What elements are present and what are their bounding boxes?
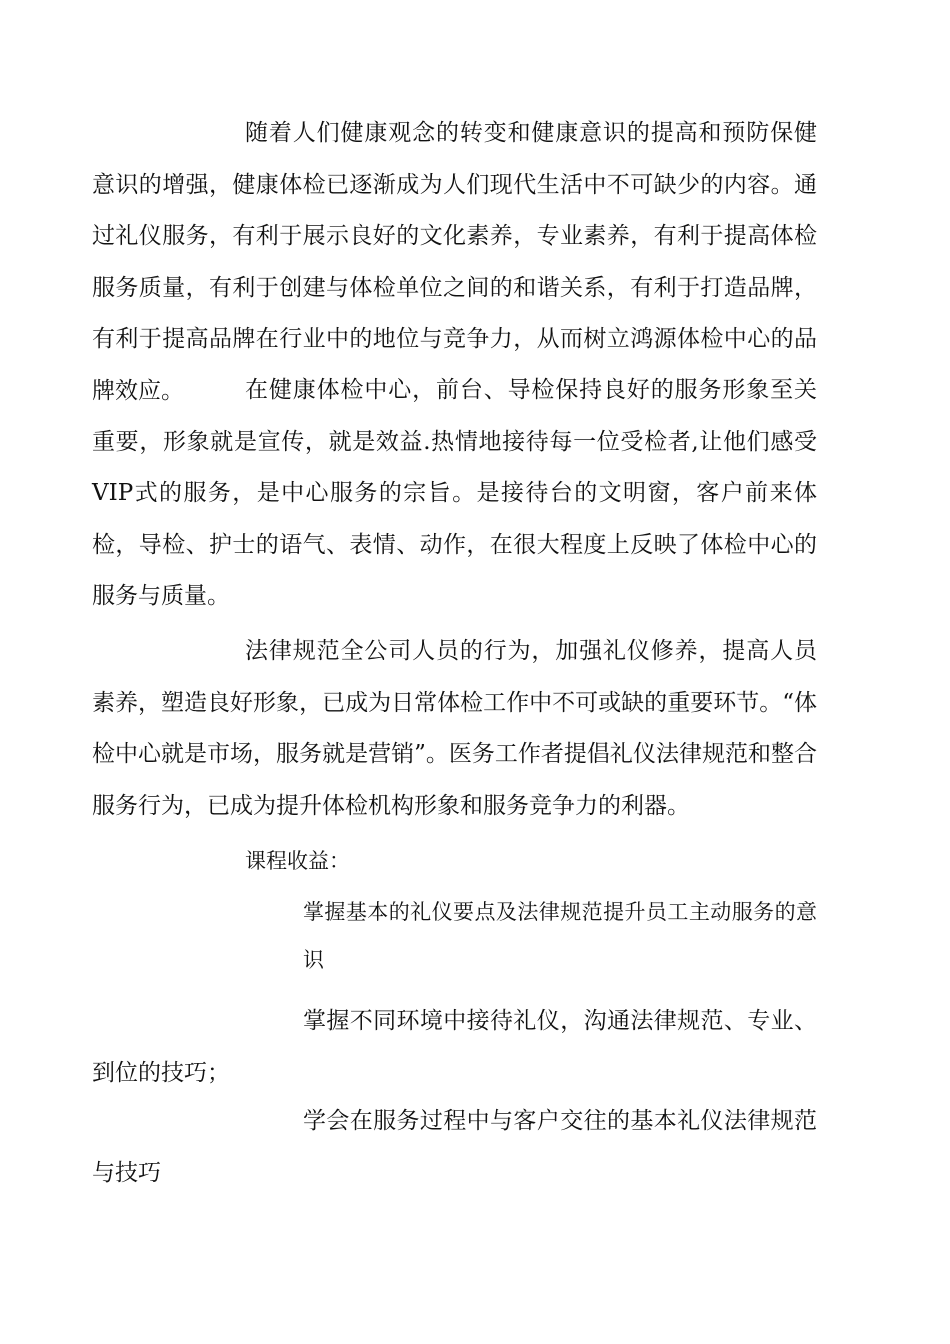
service-image-paragraph: 在健康体检中心，前台、导检保持良好的服务形象至关重要，形象就是宣传，就是效益.热情地接待每一位受检者,让他们感受VIP式的服务，是中心服务的宗旨。是接待台的文明窗，客户前来体检，导检、护士的语气、表情、动作，在很大程度上反映了体检中心的服务与质量。 [92,377,817,609]
intro-paragraph: 随着人们健康观念的转变和健康意识的提高和预防保健意识的增强，健康体检已逐渐成为人们现代生活中不可缺少的内容。通过礼仪服务，有利于展示良好的文化素养，专业素养，有利于提高体检服务质量，有利于创建与体检单位之间的和谐关系，有利于打造品牌，有利于提高品牌在行业中的地位与竞争力，从而树立鸿源体检中心的品牌效应。 [92,120,817,404]
benefits-heading: 课程收益： [245,849,350,873]
benefit-item: 学会在服务过程中与客户交往的基本礼仪法律规范与技巧 [92,1108,817,1186]
benefit-item: 掌握基本的礼仪要点及法律规范提升员工主动服务的意识 [303,900,817,972]
etiquette-paragraph: 法律规范全公司人员的行为，加强礼仪修养，提高人员素养，塑造良好形象，已成为日常体检工作中不可或缺的重要环节。“体检中心就是市场，服务就是营销”。医务工作者提倡礼仪法律规范和整合服务行为，已成为提升体检机构形象和服务竞争力的利器。 [92,638,817,819]
benefit-item: 掌握不同环境中接待礼仪，沟通法律规范、专业、到位的技巧； [92,1008,817,1086]
